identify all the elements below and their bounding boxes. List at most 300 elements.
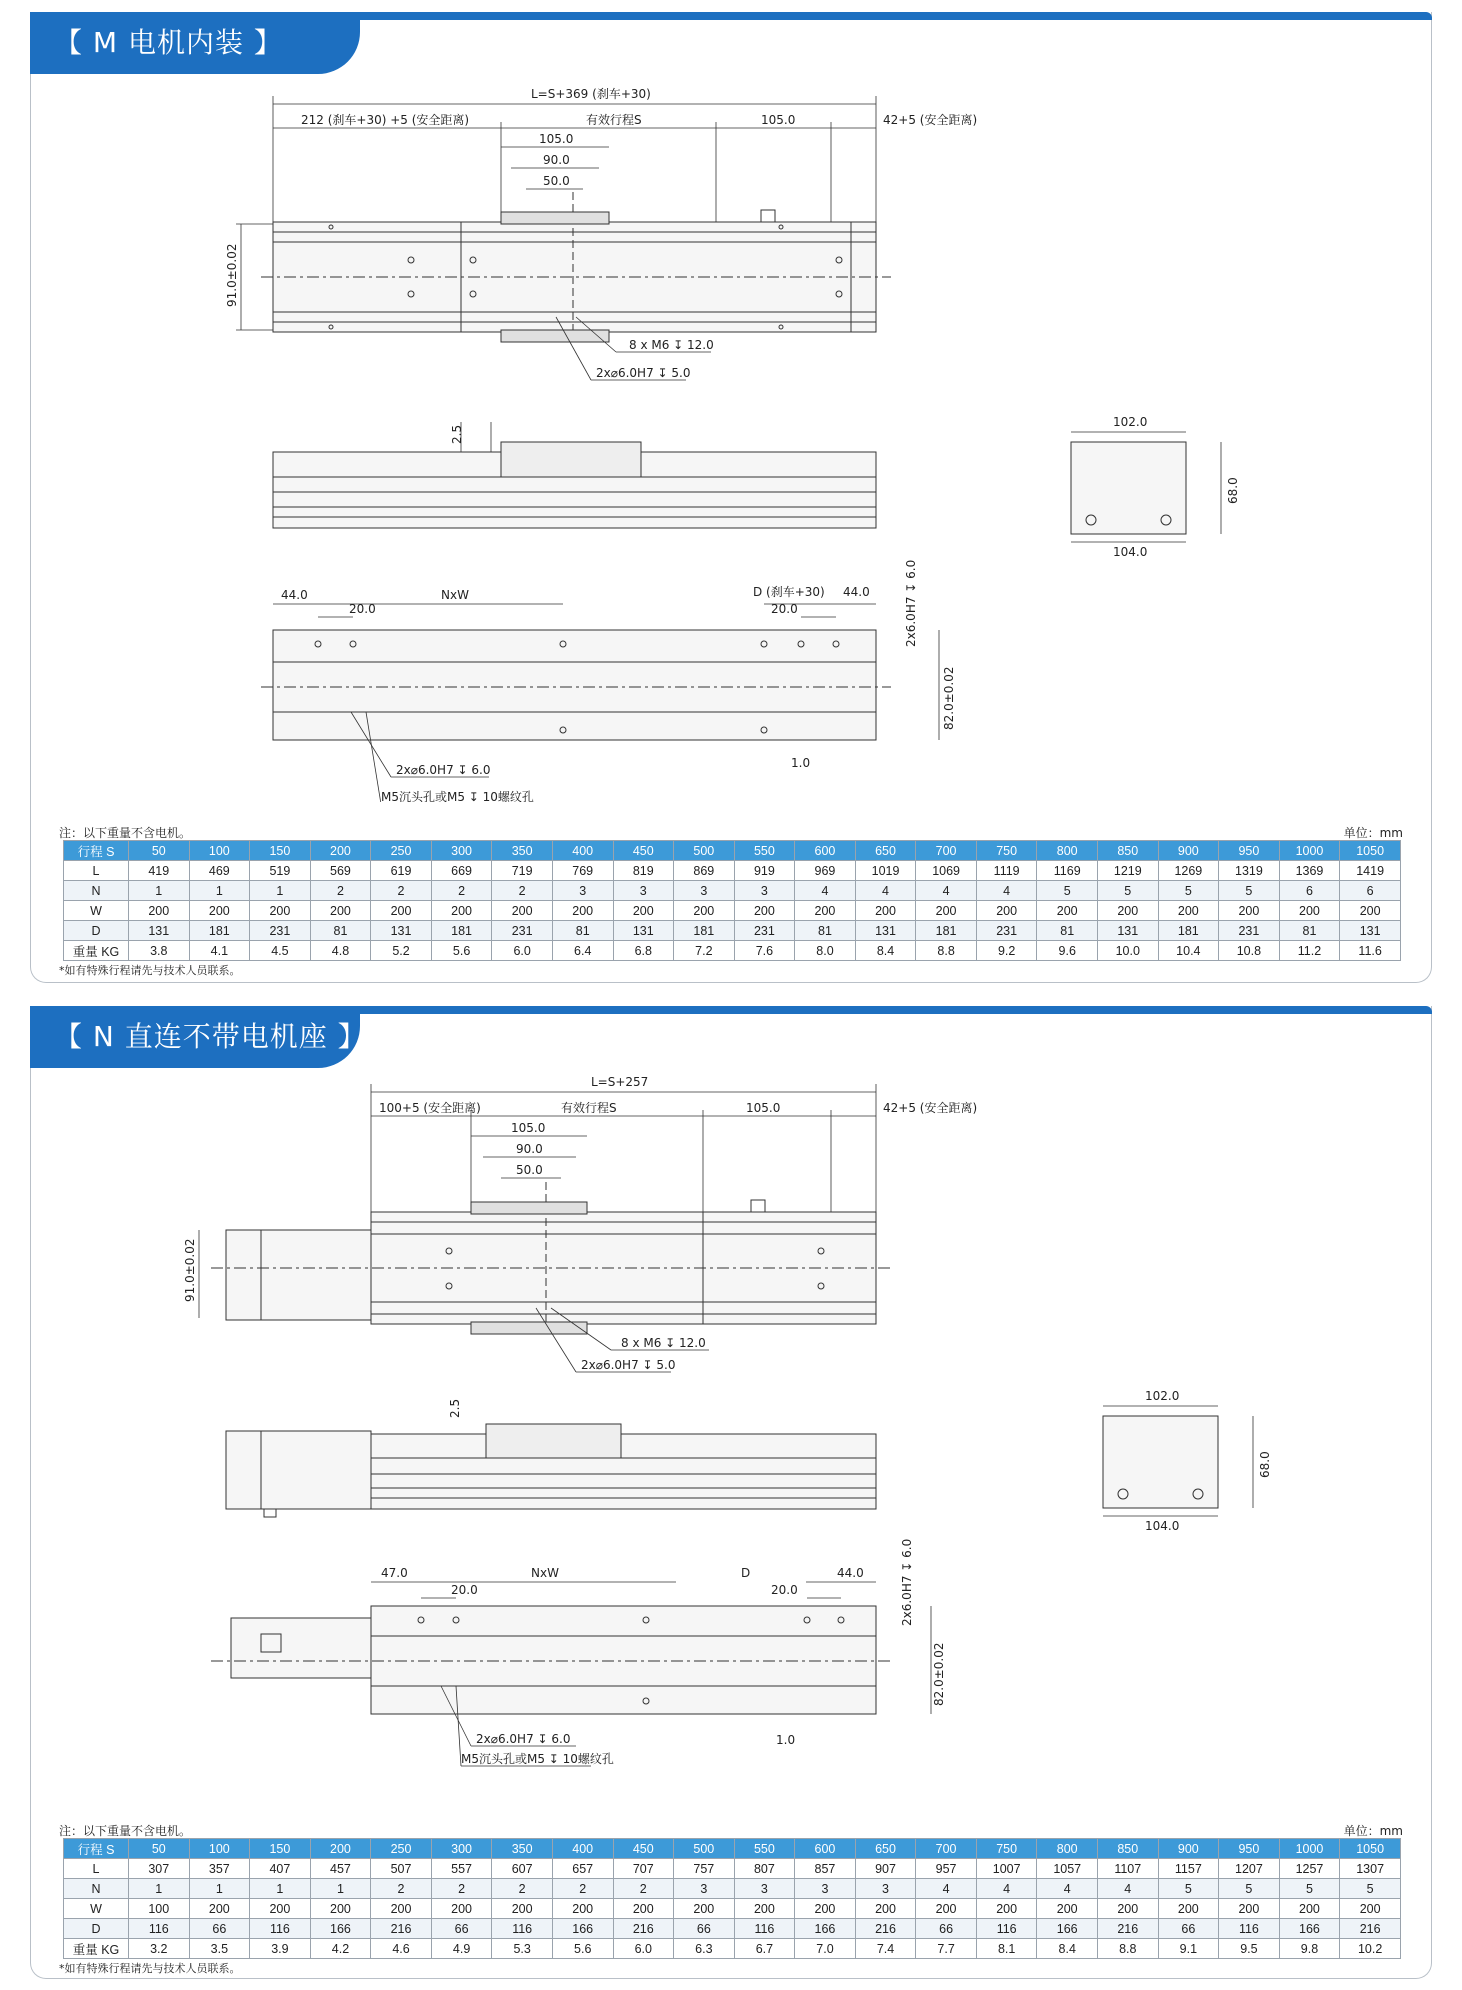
m-table-note: 注：以下重量不含电机。 xyxy=(59,826,192,840)
table-cell: 457 xyxy=(310,1859,371,1879)
table-header-cell: 200 xyxy=(310,841,371,861)
table-cell: 200 xyxy=(1340,901,1401,921)
table-header-cell: 750 xyxy=(976,841,1037,861)
m-bottom-44-right: 44.0 xyxy=(843,585,870,599)
table-cell: 1107 xyxy=(1098,1859,1159,1879)
table-cell: 1019 xyxy=(855,861,916,881)
table-row xyxy=(64,1939,1401,1959)
n-bottom-1: 1.0 xyxy=(776,1733,796,1747)
table-cell: 1207 xyxy=(1219,1859,1280,1879)
table-header-cell: 400 xyxy=(552,1839,613,1859)
table-cell: 307 xyxy=(129,1859,190,1879)
m-spec-table xyxy=(63,840,1401,961)
table-cell: 807 xyxy=(734,1859,795,1879)
m-pin-hole-top: 2x⌀6.0H7 ↧ 5.0 xyxy=(596,366,691,380)
table-cell: 200 xyxy=(552,1899,613,1919)
table-cell: 81 xyxy=(1279,921,1340,941)
table-cell: 66 xyxy=(674,1919,735,1939)
table-header-cell: 950 xyxy=(1219,841,1280,861)
n-slider-105: 105.0 xyxy=(511,1121,546,1135)
table-row-label: W xyxy=(64,1899,129,1919)
table-cell: 10.4 xyxy=(1158,941,1219,961)
table-cell: 4.9 xyxy=(431,1939,492,1959)
m-bottom-1: 1.0 xyxy=(791,756,811,770)
m-slider-50: 50.0 xyxy=(543,174,570,188)
table-header-label: 行程 S xyxy=(64,1839,129,1859)
table-cell: 757 xyxy=(674,1859,735,1879)
n-pin-hole-top: 2x⌀6.0H7 ↧ 5.0 xyxy=(581,1358,676,1372)
table-cell: 769 xyxy=(552,861,613,881)
table-row xyxy=(64,861,1401,881)
table-cell: 3 xyxy=(674,1879,735,1899)
table-cell: 5.2 xyxy=(371,941,432,961)
n-slider-90: 90.0 xyxy=(516,1142,543,1156)
m-top-view-body xyxy=(261,192,891,342)
table-cell: 5 xyxy=(1158,1879,1219,1899)
table-row xyxy=(64,1899,1401,1919)
table-cell: 9.2 xyxy=(976,941,1037,961)
table-cell: 519 xyxy=(250,861,311,881)
section-m-title: 【 M 电机内装 】 xyxy=(30,12,360,74)
n-slider-50: 50.0 xyxy=(516,1163,543,1177)
table-cell: 181 xyxy=(674,921,735,941)
table-cell: 8.4 xyxy=(1037,1939,1098,1959)
table-cell: 9.5 xyxy=(1219,1939,1280,1959)
table-cell: 2 xyxy=(310,881,371,901)
n-effective-stroke: 有效行程S xyxy=(561,1101,617,1115)
table-cell: 1 xyxy=(250,1879,311,1899)
table-cell: 166 xyxy=(552,1919,613,1939)
table-cell: 8.0 xyxy=(795,941,856,961)
table-cell: 3 xyxy=(855,1879,916,1899)
table-cell: 2 xyxy=(371,881,432,901)
table-cell: 4 xyxy=(1037,1879,1098,1899)
table-cell: 200 xyxy=(371,1899,432,1919)
table-header-cell: 800 xyxy=(1037,1839,1098,1859)
table-cell: 216 xyxy=(1340,1919,1401,1939)
table-cell: 200 xyxy=(310,901,371,921)
table-row xyxy=(64,921,1401,941)
table-cell: 200 xyxy=(1158,901,1219,921)
n-bottom-44-right: 44.0 xyxy=(837,1566,864,1580)
table-cell: 3 xyxy=(734,1879,795,1899)
table-cell: 1369 xyxy=(1279,861,1340,881)
n-hole-m6: 8 x M6 ↧ 12.0 xyxy=(621,1336,706,1350)
table-cell: 231 xyxy=(976,921,1037,941)
table-header-cell: 700 xyxy=(916,1839,977,1859)
table-cell: 81 xyxy=(1037,921,1098,941)
table-row-label: 重量 KG xyxy=(64,941,129,961)
table-cell: 200 xyxy=(129,901,190,921)
table-cell: 4 xyxy=(795,881,856,901)
table-header-cell: 600 xyxy=(795,841,856,861)
table-cell: 569 xyxy=(310,861,371,881)
table-cell: 200 xyxy=(976,1899,1037,1919)
table-row xyxy=(64,1859,1401,1879)
table-cell: 231 xyxy=(734,921,795,941)
table-row xyxy=(64,1879,1401,1899)
table-cell: 131 xyxy=(1340,921,1401,941)
table-cell: 181 xyxy=(431,921,492,941)
table-cell: 181 xyxy=(189,921,250,941)
table-header-cell: 1050 xyxy=(1340,841,1401,861)
table-cell: 200 xyxy=(855,901,916,921)
n-top-view-body xyxy=(211,1182,891,1336)
m-bottom-82: 82.0±0.02 xyxy=(942,666,956,730)
table-header-cell: 100 xyxy=(189,841,250,861)
table-cell: 5.6 xyxy=(431,941,492,961)
n-right-margin: 42+5 (安全距离) xyxy=(883,1101,978,1115)
table-cell: 619 xyxy=(371,861,432,881)
table-cell: 116 xyxy=(492,1919,553,1939)
n-end-view xyxy=(1103,1406,1253,1516)
table-cell: 4 xyxy=(1098,1879,1159,1899)
table-header-cell: 900 xyxy=(1158,841,1219,861)
table-cell: 10.0 xyxy=(1098,941,1159,961)
table-cell: 8.1 xyxy=(976,1939,1037,1959)
table-cell: 407 xyxy=(250,1859,311,1879)
table-cell: 357 xyxy=(189,1859,250,1879)
table-cell: 6 xyxy=(1279,881,1340,901)
table-header-cell: 350 xyxy=(492,1839,553,1859)
table-cell: 957 xyxy=(916,1859,977,1879)
n-table-header xyxy=(64,1839,1401,1859)
table-cell: 819 xyxy=(613,861,674,881)
table-row-label: 重量 KG xyxy=(64,1939,129,1959)
n-bottom-pin-bottom: 2x⌀6.0H7 ↧ 6.0 xyxy=(476,1732,571,1746)
table-cell: 2 xyxy=(371,1879,432,1899)
m-total-length: L=S+369 (刹车+30) xyxy=(531,87,651,101)
table-cell: 1 xyxy=(129,1879,190,1899)
m-bottom-20-right: 20.0 xyxy=(771,602,798,616)
n-step-25: 2.5 xyxy=(448,1398,462,1418)
table-cell: 3 xyxy=(795,1879,856,1899)
table-cell: 166 xyxy=(795,1919,856,1939)
table-header-cell: 500 xyxy=(674,1839,735,1859)
table-cell: 216 xyxy=(371,1919,432,1939)
table-cell: 5 xyxy=(1340,1879,1401,1899)
table-header-cell: 800 xyxy=(1037,841,1098,861)
table-cell: 200 xyxy=(431,901,492,921)
table-header-cell: 1000 xyxy=(1279,1839,1340,1859)
table-cell: 3 xyxy=(674,881,735,901)
n-total-length: L=S+257 xyxy=(591,1075,649,1089)
table-header-cell: 950 xyxy=(1219,1839,1280,1859)
table-row-label: N xyxy=(64,881,129,901)
table-cell: 200 xyxy=(855,1899,916,1919)
table-header-cell: 250 xyxy=(371,1839,432,1859)
table-cell: 6.0 xyxy=(492,941,553,961)
table-cell: 719 xyxy=(492,861,553,881)
m-bottom-d: D (刹车+30) xyxy=(753,585,825,599)
table-cell: 3 xyxy=(734,881,795,901)
n-bottom-m5: M5沉头孔或M5 ↧ 10螺纹孔 xyxy=(461,1752,614,1766)
table-cell: 5.6 xyxy=(552,1939,613,1959)
m-bottom-view xyxy=(261,604,939,802)
table-header-cell: 500 xyxy=(674,841,735,861)
n-bottom-pin-right: 2x6.0H7 ↧ 6.0 xyxy=(900,1538,914,1626)
table-cell: 200 xyxy=(310,1899,371,1919)
n-side-view xyxy=(226,1424,876,1517)
n-bottom-nxw: NxW xyxy=(531,1566,559,1580)
table-row-label: D xyxy=(64,921,129,941)
table-cell: 216 xyxy=(613,1919,674,1939)
table-header-cell: 150 xyxy=(250,841,311,861)
table-cell: 5 xyxy=(1098,881,1159,901)
table-cell: 116 xyxy=(976,1919,1037,1939)
table-cell: 9.6 xyxy=(1037,941,1098,961)
table-cell: 116 xyxy=(1219,1919,1280,1939)
m-effective-stroke: 有效行程S xyxy=(586,113,642,127)
table-cell: 200 xyxy=(795,901,856,921)
table-cell: 200 xyxy=(1098,1899,1159,1919)
table-cell: 1007 xyxy=(976,1859,1037,1879)
table-cell: 4 xyxy=(916,881,977,901)
m-step-25: 2.5 xyxy=(450,424,464,444)
table-cell: 181 xyxy=(1158,921,1219,941)
table-cell: 216 xyxy=(1098,1919,1159,1939)
table-cell: 200 xyxy=(492,901,553,921)
table-cell: 200 xyxy=(250,901,311,921)
table-cell: 81 xyxy=(795,921,856,941)
table-cell: 9.8 xyxy=(1279,1939,1340,1959)
table-cell: 1 xyxy=(189,1879,250,1899)
table-cell: 1419 xyxy=(1340,861,1401,881)
table-cell: 907 xyxy=(855,1859,916,1879)
table-cell: 657 xyxy=(552,1859,613,1879)
n-bottom-82: 82.0±0.02 xyxy=(932,1642,946,1706)
m-left-margin: 212 (刹车+30) +5 (安全距离) xyxy=(301,113,470,127)
table-cell: 5 xyxy=(1219,881,1280,901)
table-cell: 1 xyxy=(250,881,311,901)
table-header-cell: 550 xyxy=(734,841,795,861)
table-cell: 3.9 xyxy=(250,1939,311,1959)
table-cell: 166 xyxy=(1037,1919,1098,1939)
table-cell: 181 xyxy=(916,921,977,941)
table-cell: 231 xyxy=(1219,921,1280,941)
table-cell: 200 xyxy=(1219,1899,1280,1919)
table-row xyxy=(64,901,1401,921)
table-cell: 857 xyxy=(795,1859,856,1879)
table-header-cell: 750 xyxy=(976,1839,1037,1859)
table-cell: 200 xyxy=(1037,901,1098,921)
table-header-cell: 100 xyxy=(189,1839,250,1859)
table-header-cell: 900 xyxy=(1158,1839,1219,1859)
table-cell: 1169 xyxy=(1037,861,1098,881)
table-cell: 869 xyxy=(674,861,735,881)
table-cell: 9.1 xyxy=(1158,1939,1219,1959)
table-cell: 200 xyxy=(431,1899,492,1919)
table-cell: 5 xyxy=(1279,1879,1340,1899)
table-cell: 200 xyxy=(674,1899,735,1919)
table-cell: 4.1 xyxy=(189,941,250,961)
table-cell: 66 xyxy=(431,1919,492,1939)
table-cell: 131 xyxy=(1098,921,1159,941)
table-header-cell: 450 xyxy=(613,1839,674,1859)
table-cell: 200 xyxy=(795,1899,856,1919)
table-cell: 707 xyxy=(613,1859,674,1879)
m-table-unit: 单位：mm xyxy=(1343,826,1403,840)
table-cell: 1307 xyxy=(1340,1859,1401,1879)
table-cell: 100 xyxy=(129,1899,190,1919)
table-cell: 4.6 xyxy=(371,1939,432,1959)
table-cell: 507 xyxy=(371,1859,432,1879)
table-cell: 200 xyxy=(1098,901,1159,921)
table-header-cell: 400 xyxy=(552,841,613,861)
table-cell: 131 xyxy=(129,921,190,941)
table-header-cell: 300 xyxy=(431,841,492,861)
m-right-105: 105.0 xyxy=(761,113,796,127)
table-header-cell: 50 xyxy=(129,1839,190,1859)
m-end-view xyxy=(1071,432,1221,542)
table-cell: 131 xyxy=(613,921,674,941)
table-row xyxy=(64,941,1401,961)
n-side-104: 104.0 xyxy=(1145,1519,1180,1533)
table-cell: 200 xyxy=(250,1899,311,1919)
table-cell: 607 xyxy=(492,1859,553,1879)
table-cell: 4.8 xyxy=(310,941,371,961)
table-cell: 200 xyxy=(613,901,674,921)
table-header-cell: 150 xyxy=(250,1839,311,1859)
table-cell: 116 xyxy=(734,1919,795,1939)
section-m-panel xyxy=(30,12,1432,983)
table-header-cell: 650 xyxy=(855,841,916,861)
table-cell: 116 xyxy=(250,1919,311,1939)
n-side-102: 102.0 xyxy=(1145,1389,1180,1403)
table-cell: 5 xyxy=(1037,881,1098,901)
table-cell: 200 xyxy=(1158,1899,1219,1919)
table-cell: 10.8 xyxy=(1219,941,1280,961)
n-bottom-20-left: 20.0 xyxy=(451,1583,478,1597)
m-slider-105: 105.0 xyxy=(539,132,574,146)
n-bottom-20-right: 20.0 xyxy=(771,1583,798,1597)
table-header-cell: 250 xyxy=(371,841,432,861)
table-cell: 10.2 xyxy=(1340,1939,1401,1959)
m-footnote: *如有特殊行程请先与技术人员联系。 xyxy=(59,964,241,977)
m-bottom-m5: M5沉头孔或M5 ↧ 10螺纹孔 xyxy=(381,790,534,802)
table-header-cell: 300 xyxy=(431,1839,492,1859)
n-footnote: *如有特殊行程请先与技术人员联系。 xyxy=(59,1962,241,1975)
table-header-cell: 350 xyxy=(492,841,553,861)
table-cell: 11.2 xyxy=(1279,941,1340,961)
table-cell: 6.3 xyxy=(674,1939,735,1959)
table-cell: 4.2 xyxy=(310,1939,371,1959)
table-cell: 1057 xyxy=(1037,1859,1098,1879)
table-cell: 2 xyxy=(552,1879,613,1899)
table-cell: 4 xyxy=(916,1879,977,1899)
table-cell: 7.0 xyxy=(795,1939,856,1959)
n-bottom-47: 47.0 xyxy=(381,1566,408,1580)
table-cell: 200 xyxy=(734,901,795,921)
table-cell: 200 xyxy=(1037,1899,1098,1919)
m-right-margin: 42+5 (安全距离) xyxy=(883,113,978,127)
table-cell: 200 xyxy=(674,901,735,921)
table-cell: 200 xyxy=(734,1899,795,1919)
table-cell: 5 xyxy=(1219,1879,1280,1899)
table-cell: 66 xyxy=(916,1919,977,1939)
table-cell: 5.3 xyxy=(492,1939,553,1959)
table-cell: 200 xyxy=(1219,901,1280,921)
m-slider-90: 90.0 xyxy=(543,153,570,167)
table-cell: 469 xyxy=(189,861,250,881)
table-cell: 166 xyxy=(1279,1919,1340,1939)
table-row-label: W xyxy=(64,901,129,921)
table-cell: 1269 xyxy=(1158,861,1219,881)
table-cell: 1119 xyxy=(976,861,1037,881)
table-cell: 4 xyxy=(855,881,916,901)
m-bottom-pin-bottom: 2x⌀6.0H7 ↧ 6.0 xyxy=(396,763,491,777)
table-cell: 4.5 xyxy=(250,941,311,961)
m-side-68: 68.0 xyxy=(1226,477,1240,504)
table-cell: 6.7 xyxy=(734,1939,795,1959)
table-header-cell: 850 xyxy=(1098,841,1159,861)
table-cell: 200 xyxy=(1279,1899,1340,1919)
table-header-cell: 700 xyxy=(916,841,977,861)
table-cell: 2 xyxy=(613,1879,674,1899)
table-cell: 8.8 xyxy=(1098,1939,1159,1959)
table-cell: 3 xyxy=(552,881,613,901)
table-cell: 131 xyxy=(371,921,432,941)
table-cell: 6.4 xyxy=(552,941,613,961)
table-cell: 1069 xyxy=(916,861,977,881)
table-cell: 200 xyxy=(189,901,250,921)
table-row xyxy=(64,1919,1401,1939)
table-cell: 131 xyxy=(855,921,916,941)
table-row xyxy=(64,881,1401,901)
table-cell: 66 xyxy=(189,1919,250,1939)
m-side-102: 102.0 xyxy=(1113,415,1148,429)
table-cell: 81 xyxy=(310,921,371,941)
table-header-cell: 200 xyxy=(310,1839,371,1859)
table-cell: 1157 xyxy=(1158,1859,1219,1879)
table-cell: 557 xyxy=(431,1859,492,1879)
m-height-91: 91.0±0.02 xyxy=(225,243,239,307)
table-cell: 216 xyxy=(855,1919,916,1939)
table-cell: 1 xyxy=(189,881,250,901)
table-cell: 7.4 xyxy=(855,1939,916,1959)
n-right-105: 105.0 xyxy=(746,1101,781,1115)
table-cell: 919 xyxy=(734,861,795,881)
table-row-label: L xyxy=(64,1859,129,1879)
table-header-cell: 600 xyxy=(795,1839,856,1859)
n-left-margin: 100+5 (安全距离) xyxy=(379,1101,481,1115)
table-cell: 116 xyxy=(129,1919,190,1939)
table-header-label: 行程 S xyxy=(64,841,129,861)
table-cell: 3.5 xyxy=(189,1939,250,1959)
m-bottom-20-left: 20.0 xyxy=(349,602,376,616)
section-n-drawing xyxy=(31,1006,1431,1796)
table-header-cell: 550 xyxy=(734,1839,795,1859)
table-cell: 8.8 xyxy=(916,941,977,961)
table-cell: 3.2 xyxy=(129,1939,190,1959)
table-cell: 200 xyxy=(1340,1899,1401,1919)
table-cell: 969 xyxy=(795,861,856,881)
table-cell: 419 xyxy=(129,861,190,881)
table-cell: 6.8 xyxy=(613,941,674,961)
table-cell: 200 xyxy=(1279,901,1340,921)
section-n-panel xyxy=(30,1006,1432,1979)
table-cell: 7.6 xyxy=(734,941,795,961)
table-cell: 5 xyxy=(1158,881,1219,901)
table-cell: 200 xyxy=(916,1899,977,1919)
table-cell: 166 xyxy=(310,1919,371,1939)
table-cell: 3 xyxy=(613,881,674,901)
n-table-unit: 单位：mm xyxy=(1343,1824,1403,1838)
table-cell: 2 xyxy=(431,881,492,901)
table-row-label: D xyxy=(64,1919,129,1939)
table-cell: 8.4 xyxy=(855,941,916,961)
table-cell: 2 xyxy=(492,1879,553,1899)
